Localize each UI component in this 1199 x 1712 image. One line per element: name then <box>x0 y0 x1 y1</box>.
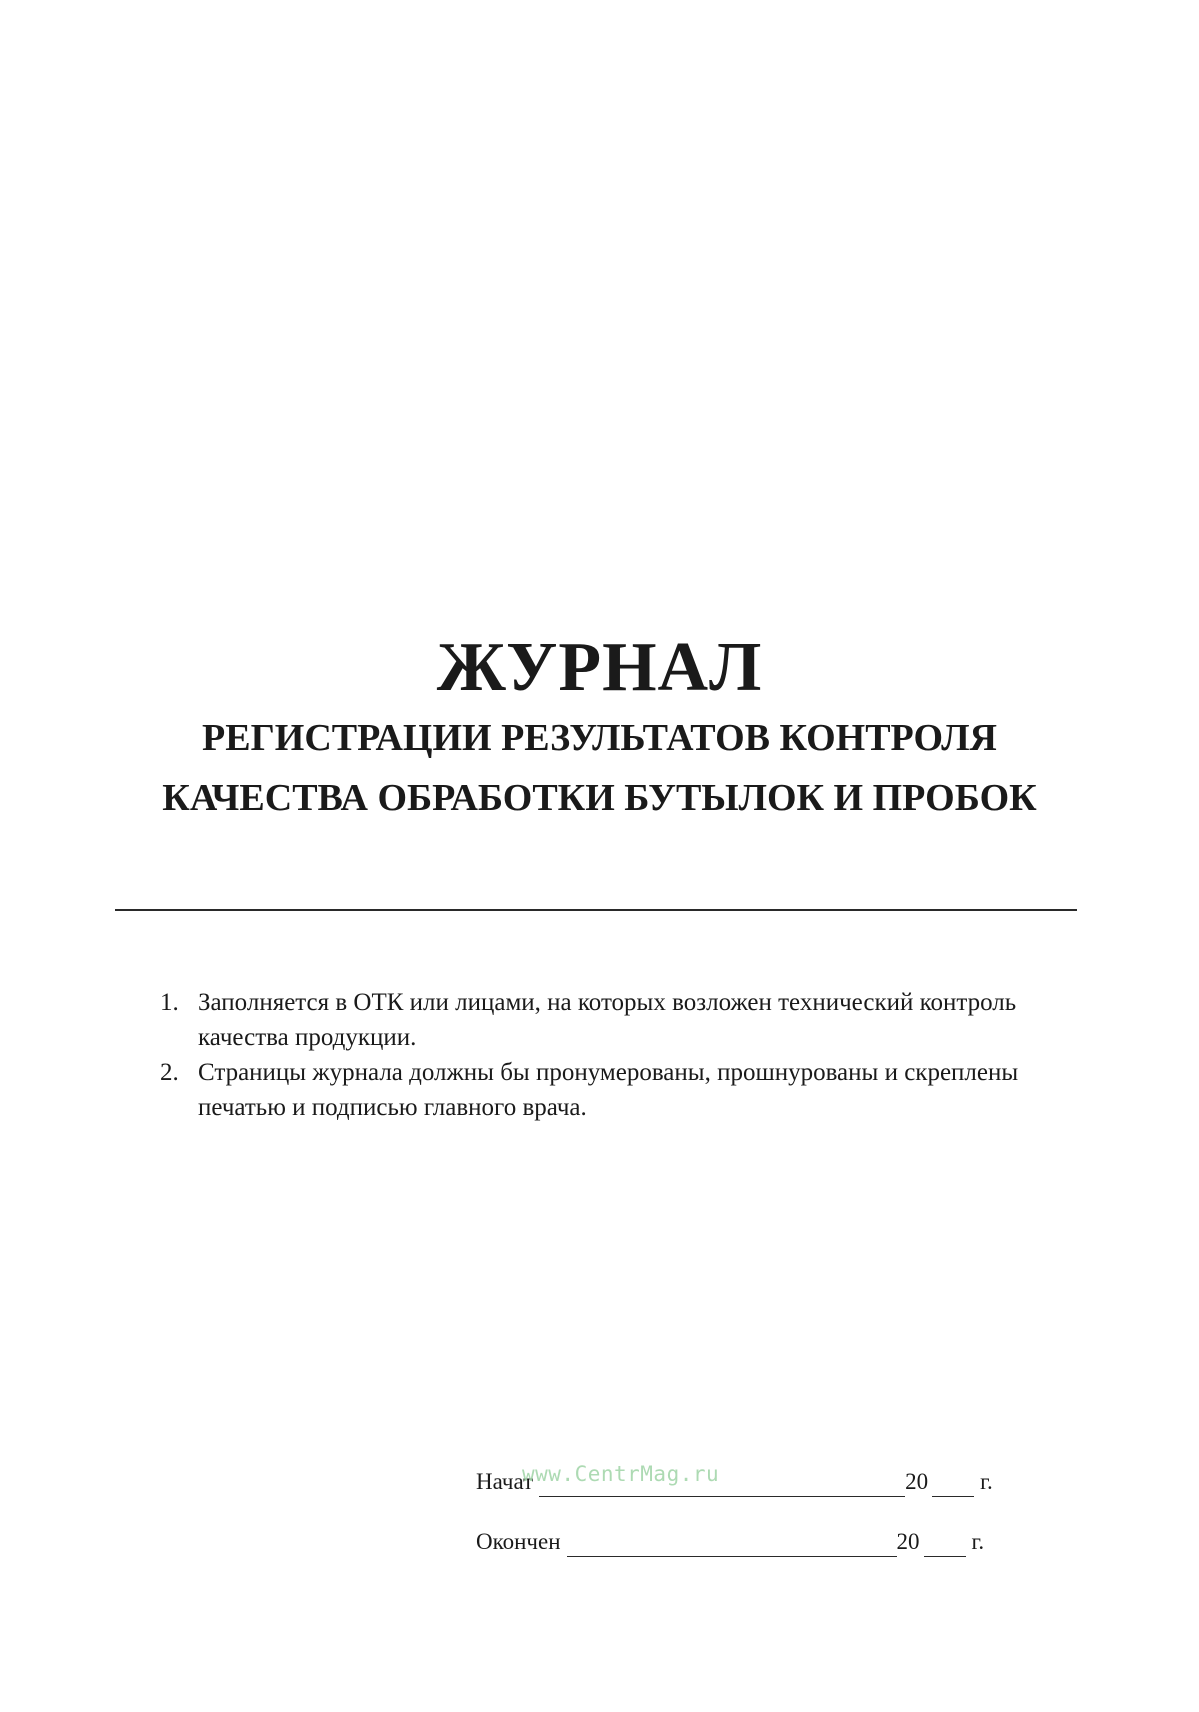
instruction-text: Заполняется в ОТК или лицами, на которых возложен технический контроль качества продукции. <box>198 989 1017 1051</box>
journal-title: ЖУРНАЛ <box>436 629 763 706</box>
journal-subtitle-line-1: РЕГИСТРАЦИИ РЕЗУЛЬТАТОВ КОНТРОЛЯ <box>202 717 997 759</box>
finished-date-row <box>476 1527 984 1557</box>
finished-year-prefix: 20 <box>896 1529 920 1554</box>
started-label: Начат <box>476 1469 534 1494</box>
instruction-number: 2. <box>160 1059 179 1086</box>
finished-year-suffix: г. <box>971 1529 985 1554</box>
started-year-suffix: г. <box>980 1469 993 1494</box>
site-watermark: www.CentrMag.ru <box>522 1462 720 1486</box>
started-year-line <box>932 1474 974 1497</box>
instruction-text: Страницы журнала должны бы пронумерованы, прошнурованы и скреплены печатью и подписью главного врача. <box>198 1059 1019 1121</box>
instruction-item <box>160 985 1040 1055</box>
journal-subtitle-line-2: КАЧЕСТВА ОБРАБОТКИ БУТЫЛОК И ПРОБОК <box>162 777 1037 819</box>
finished-date-line <box>567 1534 897 1557</box>
name-fill-line <box>115 909 1077 911</box>
instructions-list <box>160 985 1040 1125</box>
finished-label: Окончен <box>476 1529 561 1554</box>
finished-year-line <box>924 1534 966 1557</box>
started-year-prefix: 20 <box>905 1469 929 1494</box>
instruction-item <box>160 1055 1040 1125</box>
instruction-number: 1. <box>160 989 179 1016</box>
